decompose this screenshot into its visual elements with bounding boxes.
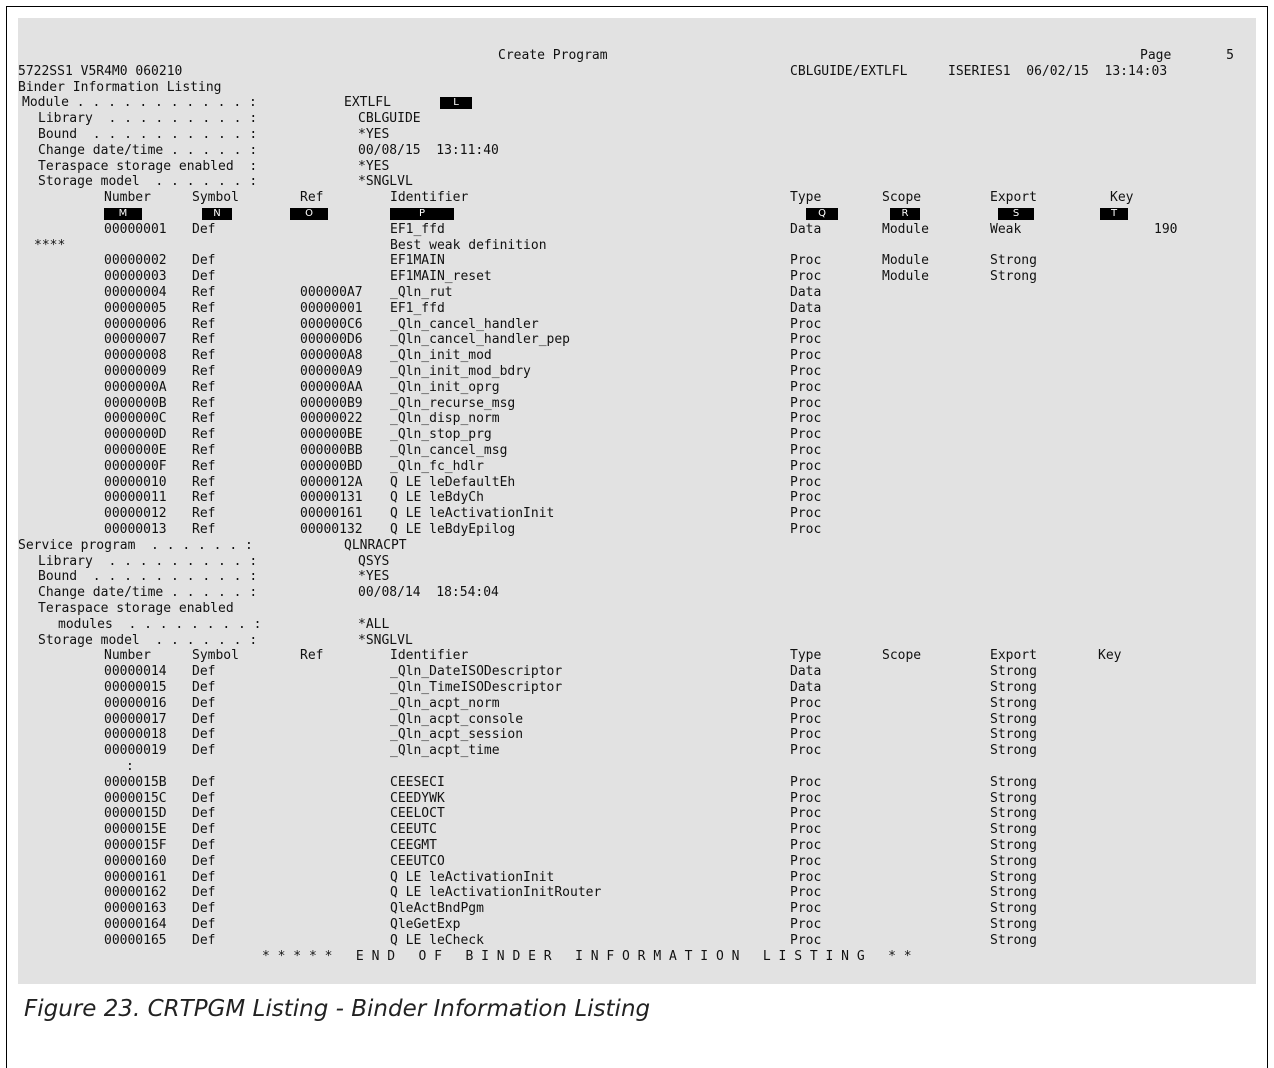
row-number: 00000007 xyxy=(104,332,167,348)
row-symbol: Ref xyxy=(192,506,216,522)
row-number: 0000015C xyxy=(104,790,167,806)
row-number: 00000009 xyxy=(104,364,167,379)
row-symbol: Def xyxy=(192,711,216,727)
row-identifier: Q LE leCheck xyxy=(390,932,484,948)
row-number: 00000161 xyxy=(104,869,167,885)
row-identifier: Q LE leBdyEpilog xyxy=(390,522,516,537)
row-number: 00000008 xyxy=(104,348,167,364)
row-export: Strong xyxy=(990,806,1037,822)
row-type: Proc xyxy=(790,932,822,948)
module-info-label: Module . . . . . . . . . . . : xyxy=(22,95,257,111)
col-identifier: Identifier xyxy=(390,190,469,206)
row-identifier: _Qln_acpt_norm xyxy=(390,695,500,711)
end-of-listing: * * * * * E N D O F B I N D E R I N F O R M A T I O N L I S T I N G * * xyxy=(262,948,912,964)
row-identifier: _Qln_init_oprg xyxy=(390,379,500,395)
page-number: Page 5 xyxy=(1140,48,1234,63)
row-symbol: Ref xyxy=(192,474,216,490)
row-identifier: Q LE leActivationInit xyxy=(390,506,555,522)
row-export: Strong xyxy=(990,711,1037,727)
row-export: Strong xyxy=(990,680,1037,695)
row-export: Strong xyxy=(990,790,1037,806)
service-info-label: Change date/time . . . . . : xyxy=(38,585,258,601)
row-number: 00000164 xyxy=(104,917,167,932)
row-number: 00000004 xyxy=(104,285,167,300)
row-number: 00000015 xyxy=(104,680,167,695)
service-info-value: 00/08/14 18:54:04 xyxy=(358,585,499,601)
row-symbol: Def xyxy=(192,727,216,743)
callout-badge-m: M xyxy=(104,208,142,220)
row-export: Strong xyxy=(990,269,1037,285)
row-export: Strong xyxy=(990,853,1037,869)
row-export: Strong xyxy=(990,822,1037,838)
row-number: 00000013 xyxy=(104,522,167,537)
binder-listing xyxy=(18,18,1256,984)
row-identifier: Q LE leBdyCh xyxy=(390,490,484,506)
row-ref: 0000012A xyxy=(300,474,363,490)
col-symbol: Symbol xyxy=(192,190,239,206)
row-number: 00000018 xyxy=(104,727,167,743)
row-export: Strong xyxy=(990,695,1037,711)
col-number: Number xyxy=(104,648,151,664)
row-number: 0000015B xyxy=(104,774,167,790)
row-symbol: Def xyxy=(192,853,216,869)
row-scope: Module xyxy=(882,253,929,269)
col-type: Type xyxy=(790,190,822,206)
row-number: 00000163 xyxy=(104,901,167,917)
row-identifier: _Qln_cancel_handler xyxy=(390,316,539,332)
col-ref: Ref xyxy=(300,648,324,664)
row-type: Proc xyxy=(790,490,822,506)
row-type: Proc xyxy=(790,806,822,822)
row-type: Data xyxy=(790,664,822,680)
row-type: Proc xyxy=(790,695,822,711)
callout-badge-o: O xyxy=(290,208,328,220)
row-type: Proc xyxy=(790,348,822,364)
service-info-value: *YES xyxy=(358,569,390,585)
row-ref: 00000001 xyxy=(300,300,363,316)
row-key: 190 xyxy=(1154,221,1178,237)
row-number: 0000000A xyxy=(104,379,167,395)
service-info-value: QLNRACPT xyxy=(344,537,407,553)
row-export: Strong xyxy=(990,664,1037,680)
module-info-value: EXTLFL xyxy=(344,95,391,111)
row-symbol: Def xyxy=(192,680,216,695)
row-number: 0000000E xyxy=(104,443,167,458)
module-info-label: Storage model . . . . . . : xyxy=(38,174,258,190)
row-type: Proc xyxy=(790,411,822,427)
row-scope: Module xyxy=(882,221,929,237)
col-export: Export xyxy=(990,190,1037,206)
row-identifier: _Qln_cancel_msg xyxy=(390,443,508,458)
program-name: CBLGUIDE/EXTLFL xyxy=(790,63,908,79)
row-symbol: Def xyxy=(192,221,216,237)
row-symbol: Def xyxy=(192,253,216,269)
row-identifier: _Qln_DateISODescriptor xyxy=(390,664,563,680)
row-number: 00000010 xyxy=(104,474,167,490)
callout-badge-p: P xyxy=(390,208,454,220)
row-ref: 00000161 xyxy=(300,506,363,522)
row-symbol: Ref xyxy=(192,332,216,348)
row-type: Proc xyxy=(790,885,822,901)
row-number: 0000015E xyxy=(104,822,167,838)
row-type: Proc xyxy=(790,790,822,806)
row-identifier: _Qln_acpt_console xyxy=(390,711,524,727)
row-symbol: Def xyxy=(192,917,216,932)
col-export: Export xyxy=(990,648,1037,664)
row-type: Proc xyxy=(790,711,822,727)
row-scope: Module xyxy=(882,269,929,285)
teraspace-label: Teraspace storage enabled xyxy=(38,601,234,616)
row-number: 00000001 xyxy=(104,221,167,237)
service-info-label: Library . . . . . . . . . : xyxy=(38,553,258,569)
col-scope: Scope xyxy=(882,190,922,206)
row-symbol: Ref xyxy=(192,316,216,332)
service-info-label: Service program . . . . . . : xyxy=(18,537,253,553)
row-identifier: _Qln_acpt_session xyxy=(390,727,524,743)
row-number: 00000019 xyxy=(104,743,167,759)
row-symbol: Ref xyxy=(192,348,216,364)
row-number: 00000006 xyxy=(104,316,167,332)
row-identifier: Q LE leDefaultEh xyxy=(390,474,516,490)
module-info-label: Bound . . . . . . . . . . : xyxy=(38,127,258,142)
callout-badge-r: R xyxy=(890,208,920,220)
row-number: 00000011 xyxy=(104,490,167,506)
row-type: Proc xyxy=(790,901,822,917)
row-type: Proc xyxy=(790,395,822,411)
row-identifier: CEEUTC xyxy=(390,822,437,838)
row-symbol: Def xyxy=(192,869,216,885)
row-type: Proc xyxy=(790,774,822,790)
row-identifier: _Qln_fc_hdlr xyxy=(390,458,484,474)
row-type: Proc xyxy=(790,822,822,838)
row-symbol: Def xyxy=(192,269,216,285)
row-number: 00000165 xyxy=(104,932,167,948)
row-type: Proc xyxy=(790,869,822,885)
row-type: Proc xyxy=(790,269,822,285)
row-type: Proc xyxy=(790,379,822,395)
row-type: Proc xyxy=(790,316,822,332)
row-symbol: Def xyxy=(192,822,216,838)
row-number: 00000017 xyxy=(104,711,167,727)
row-ref: 000000B9 xyxy=(300,395,363,411)
row-identifier: _Qln_init_mod xyxy=(390,348,492,364)
row-identifier: Q LE leActivationInitRouter xyxy=(390,885,602,901)
row-symbol: Ref xyxy=(192,458,216,474)
section-title: Binder Information Listing xyxy=(18,79,222,95)
col-type: Type xyxy=(790,648,822,664)
row-identifier: _Qln_TimeISODescriptor xyxy=(390,680,563,695)
row-number: **** xyxy=(34,237,66,253)
row-identifier: CEEDYWK xyxy=(390,790,445,806)
row-symbol: Ref xyxy=(192,427,216,443)
row-type: Proc xyxy=(790,727,822,743)
row-ref: 000000AA xyxy=(300,379,363,395)
col-key: Key xyxy=(1110,190,1134,206)
row-type: Proc xyxy=(790,474,822,490)
row-symbol: Ref xyxy=(192,379,216,395)
row-identifier: _Qln_init_mod_bdry xyxy=(390,364,531,379)
col-key: Key xyxy=(1098,648,1122,664)
row-ref: 00000132 xyxy=(300,522,363,537)
service-info-label: Bound . . . . . . . . . . : xyxy=(38,569,258,585)
row-export: Strong xyxy=(990,917,1037,932)
row-symbol: Def xyxy=(192,885,216,901)
callout-badge-s: S xyxy=(998,208,1034,220)
row-identifier: EF1_ffd xyxy=(390,300,445,316)
row-ref: 000000A9 xyxy=(300,364,363,379)
row-type: Data xyxy=(790,300,822,316)
row-type: Data xyxy=(790,285,822,300)
row-symbol: Def xyxy=(192,774,216,790)
storage-label: Storage model . . . . . . : xyxy=(38,632,258,648)
row-export: Strong xyxy=(990,885,1037,901)
row-identifier: CEELOCT xyxy=(390,806,445,822)
row-symbol: Ref xyxy=(192,300,216,316)
col-identifier: Identifier xyxy=(390,648,469,664)
row-identifier: Best weak definition xyxy=(390,237,547,253)
row-symbol: Ref xyxy=(192,522,216,537)
row-export: Strong xyxy=(990,253,1037,269)
module-info-label: Library . . . . . . . . . : xyxy=(38,111,258,127)
callout-badge-t: T xyxy=(1100,208,1128,220)
row-ref: 000000A8 xyxy=(300,348,363,364)
row-type: Proc xyxy=(790,458,822,474)
row-symbol: Ref xyxy=(192,443,216,458)
module-info-value: *YES xyxy=(358,127,390,142)
row-symbol: Def xyxy=(192,901,216,917)
row-identifier: QleGetExp xyxy=(390,917,461,932)
row-symbol: Def xyxy=(192,664,216,680)
listing-title: Create Program xyxy=(498,48,608,63)
row-export: Strong xyxy=(990,774,1037,790)
module-info-value: *YES xyxy=(358,158,390,174)
row-type: Proc xyxy=(790,427,822,443)
row-export: Strong xyxy=(990,727,1037,743)
row-export: Strong xyxy=(990,743,1037,759)
row-symbol: Ref xyxy=(192,364,216,379)
service-info-value: QSYS xyxy=(358,553,390,569)
row-type: Proc xyxy=(790,917,822,932)
row-ref: 000000BB xyxy=(300,443,363,458)
row-type: Proc xyxy=(790,332,822,348)
figure-caption: Figure 23. CRTPGM Listing - Binder Information Listing xyxy=(24,996,651,1022)
row-symbol: Def xyxy=(192,932,216,948)
storage-value: *SNGLVL xyxy=(358,632,413,648)
row-ref: 000000D6 xyxy=(300,332,363,348)
row-type: Data xyxy=(790,680,822,695)
row-type: Proc xyxy=(790,853,822,869)
row-symbol: Def xyxy=(192,695,216,711)
row-export: Strong xyxy=(990,869,1037,885)
row-symbol: Def xyxy=(192,790,216,806)
callout-badge-q: Q xyxy=(806,208,838,220)
row-symbol: Ref xyxy=(192,490,216,506)
row-number: 00000016 xyxy=(104,695,167,711)
row-identifier: EF1_ffd xyxy=(390,221,445,237)
row-identifier: _Qln_recurse_msg xyxy=(390,395,516,411)
col-number: Number xyxy=(104,190,151,206)
row-export: Strong xyxy=(990,838,1037,853)
row-identifier: _Qln_stop_prg xyxy=(390,427,492,443)
row-export: Strong xyxy=(990,901,1037,917)
row-number: 00000002 xyxy=(104,253,167,269)
row-export: Weak xyxy=(990,221,1022,237)
row-type: Data xyxy=(790,221,822,237)
vertical-ellipsis: : xyxy=(126,759,134,774)
row-identifier: EF1MAIN_reset xyxy=(390,269,492,285)
row-identifier: CEEGMT xyxy=(390,838,437,853)
row-number: 00000012 xyxy=(104,506,167,522)
row-type: Proc xyxy=(790,253,822,269)
row-type: Proc xyxy=(790,743,822,759)
row-symbol: Ref xyxy=(192,411,216,427)
row-ref: 000000C6 xyxy=(300,316,363,332)
row-type: Proc xyxy=(790,443,822,458)
row-ref: 00000131 xyxy=(300,490,363,506)
row-ref: 000000A7 xyxy=(300,285,363,300)
row-ref: 000000BD xyxy=(300,458,363,474)
row-symbol: Def xyxy=(192,838,216,853)
row-number: 00000014 xyxy=(104,664,167,680)
row-identifier: _Qln_acpt_time xyxy=(390,743,500,759)
row-identifier: _Qln_disp_norm xyxy=(390,411,500,427)
module-info-label: Teraspace storage enabled : xyxy=(38,158,258,174)
modules-label: modules . . . . . . . . : xyxy=(58,616,262,632)
row-number: 00000162 xyxy=(104,885,167,901)
row-type: Proc xyxy=(790,506,822,522)
row-number: 00000160 xyxy=(104,853,167,869)
module-info-value: CBLGUIDE xyxy=(358,111,421,127)
row-type: Proc xyxy=(790,522,822,537)
module-info-value: *SNGLVL xyxy=(358,174,413,190)
row-type: Proc xyxy=(790,364,822,379)
modules-value: *ALL xyxy=(358,616,390,632)
row-identifier: CEESECI xyxy=(390,774,445,790)
row-number: 00000003 xyxy=(104,269,167,285)
col-symbol: Symbol xyxy=(192,648,239,664)
row-identifier: CEEUTCO xyxy=(390,853,445,869)
row-ref: 00000022 xyxy=(300,411,363,427)
row-number: 0000000C xyxy=(104,411,167,427)
callout-badge-n: N xyxy=(202,208,232,220)
row-number: 0000000F xyxy=(104,458,167,474)
row-number: 0000000D xyxy=(104,427,167,443)
row-symbol: Def xyxy=(192,743,216,759)
row-identifier: Q LE leActivationInit xyxy=(390,869,555,885)
product-line: 5722SS1 V5R4M0 060210 xyxy=(18,63,183,79)
row-number: 0000015F xyxy=(104,838,167,853)
row-number: 00000005 xyxy=(104,300,167,316)
row-symbol: Ref xyxy=(192,285,216,300)
row-ref: 000000BE xyxy=(300,427,363,443)
system-date-time: ISERIES1 06/02/15 13:14:03 xyxy=(948,63,1168,79)
row-type: Proc xyxy=(790,838,822,853)
row-identifier: EF1MAIN xyxy=(390,253,445,269)
row-export: Strong xyxy=(990,932,1037,948)
row-number: 0000000B xyxy=(104,395,167,411)
row-identifier: QleActBndPgm xyxy=(390,901,484,917)
col-ref: Ref xyxy=(300,190,324,206)
row-symbol: Def xyxy=(192,806,216,822)
module-info-label: Change date/time . . . . . : xyxy=(38,142,258,158)
row-identifier: _Qln_rut xyxy=(390,285,453,300)
row-identifier: _Qln_cancel_handler_pep xyxy=(390,332,571,348)
row-number: 0000015D xyxy=(104,806,167,822)
callout-badge-l: L xyxy=(440,97,472,109)
module-info-value: 00/08/15 13:11:40 xyxy=(358,142,499,158)
row-symbol: Ref xyxy=(192,395,216,411)
col-scope: Scope xyxy=(882,648,922,664)
